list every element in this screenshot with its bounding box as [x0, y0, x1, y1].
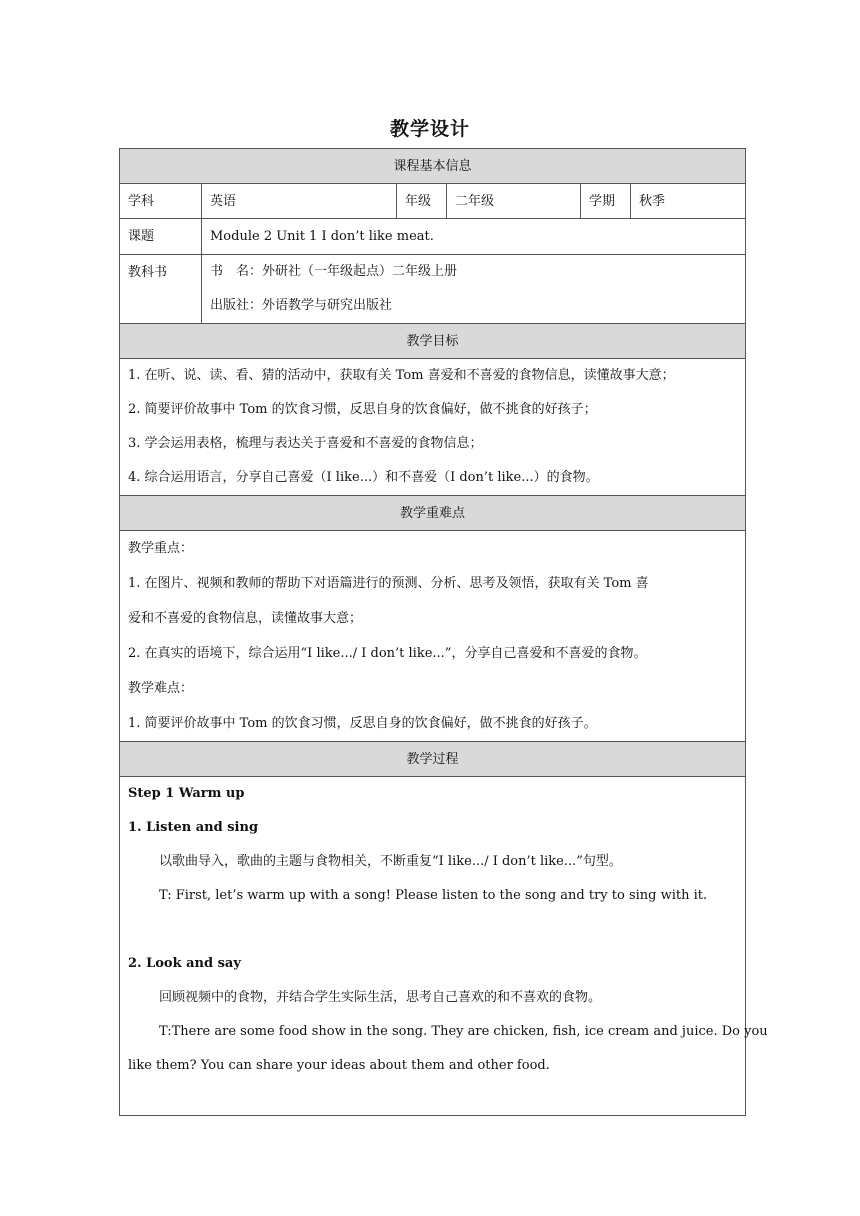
term-label: 学期	[581, 184, 631, 219]
subject-label: 学科	[120, 184, 202, 219]
key-points-content	[120, 531, 746, 742]
basic-info-header: 课程基本信息	[120, 149, 746, 184]
objectives-list	[120, 359, 746, 496]
process-header: 教学过程	[120, 742, 746, 777]
activity-title: 2. Look and say	[128, 956, 241, 971]
activity-description: 回顾视频中的食物，并结合学生实际生活，思考自己喜欢的和不喜欢的食物。	[159, 990, 602, 1005]
key-point-item: 2. 在真实的语境下，综合运用“I like.../ I don’t like...”，分享自己喜爱和不喜爱的食物。	[128, 646, 647, 661]
objective-item: 4. 综合运用语言，分享自己喜爱（I like...）和不喜爱（I don’t like...）的食物。	[128, 470, 599, 485]
key-point-item: 1. 在图片、视频和教师的帮助下对语篇进行的预测、分析、思考及领悟，获取有关 Tom 喜	[128, 576, 649, 591]
step-title: Step 1 Warm up	[128, 786, 245, 801]
grade-label: 年级	[397, 184, 447, 219]
activity-description: 以歌曲导入，歌曲的主题与食物相关，不断重复“I like.../ I don’t like...”句型。	[159, 854, 622, 869]
textbook-publisher: 出版社：外语教学与研究出版社	[210, 298, 393, 313]
teacher-talk: T: First, let’s warm up with a song! Please listen to the song and try to sing with it.	[159, 888, 708, 903]
lesson-plan-table	[119, 148, 768, 1116]
activity-title: 1. Listen and sing	[128, 820, 259, 835]
teacher-talk: T:There are some food show in the song. They are chicken, fish, ice cream and juice. Do you	[159, 1024, 768, 1039]
objective-item: 2. 简要评价故事中 Tom 的饮食习惯，反思自身的饮食偏好，做不挑食的好孩子；	[128, 402, 597, 417]
document-title: 教学设计	[389, 118, 470, 140]
textbook-name: 书 名：外研社（一年级起点）二年级上册	[210, 264, 458, 279]
blank-line	[128, 913, 737, 947]
key-point-item: 爱和不喜爱的食物信息，读懂故事大意；	[128, 611, 363, 626]
teacher-talk-continued: like them? You can share your ideas about them and other food.	[128, 1058, 550, 1073]
term-value: 秋季	[631, 184, 746, 219]
objective-item: 3. 学会运用表格，梳理与表达关于喜爱和不喜爱的食物信息；	[128, 436, 483, 451]
process-content	[120, 777, 768, 1116]
topic-value: Module 2 Unit 1 I don’t like meat.	[202, 219, 746, 255]
objectives-header: 教学目标	[120, 324, 746, 359]
objective-item: 1. 在听、说、读、看、猜的活动中，获取有关 Tom 喜爱和不喜爱的食物信息，读懂故事大意；	[128, 368, 675, 383]
key-points-header: 教学重难点	[120, 496, 746, 531]
difficult-point-item: 1. 简要评价故事中 Tom 的饮食习惯，反思自身的饮食偏好，做不挑食的好孩子。	[128, 716, 597, 731]
key-points-label: 教学重点：	[128, 541, 194, 556]
topic-label: 课题	[120, 219, 202, 255]
textbook-label: 教科书	[120, 255, 202, 324]
difficult-points-label: 教学难点：	[128, 681, 194, 696]
grade-value: 二年级	[447, 184, 581, 219]
subject-value: 英语	[202, 184, 397, 219]
